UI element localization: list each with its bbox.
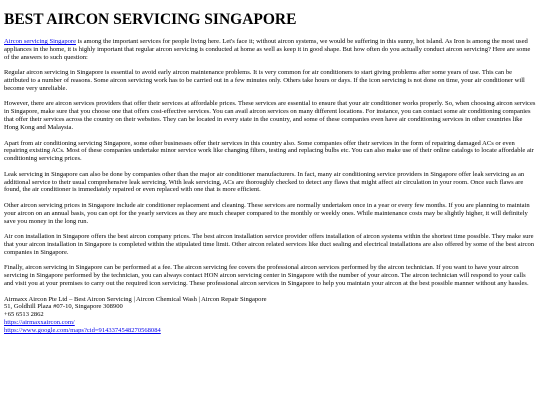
business-name: Airmaxx Aircon Pte Ltd – Best Aircon Servicing | Aircon Chemical Wash | Aircon Repair Singapore: [4, 295, 267, 303]
paragraph-intro: [4, 38, 536, 62]
google-maps-link[interactable]: https://www.google.com/maps?cid=9143374548270568084: [4, 326, 161, 334]
paragraph: Apart from air conditioning servicing Singapore, some other businesses offer their services in this country also. Some companies offer their services in the form of repairing damaged ACs or even repairing existing ACs. Most of these companies undertake minor service work like changing filters, testing and replacing bulbs etc. You can also make use of their online catalogs to locate affordable air conditioning servicing prices.: [4, 139, 534, 163]
page-title: BEST AIRCON SERVICING SINGAPORE: [4, 11, 297, 28]
paragraph: Regular aircon servicing in Singapore is essential to avoid early aircon maintenance problems. It is very common for air conditioners to start giving problems after some years of use. This can be attributed to a number of reasons. Some aircon servicing work has to be carried out in a few minutes only. Others take hours or days. If the icon servicing is not done on time, your air conditioner will become very unreliable.: [4, 69, 525, 92]
aircon-servicing-link[interactable]: Aircon servicing Singapore: [4, 38, 76, 45]
paragraph: Air con installation in Singapore offers the best aircon company prices. The best aircon installation service provider offers installation of aircon systems within the shortest time possible. They make sure that your aircon installation in Singapore is completed within the stipulated time limit. Other aircon related services like duct sealing and electrical installations are also offered by some of the best aircon companies in Singapore.: [4, 233, 535, 256]
paragraph: However, there are aircon services providers that offer their services at affordable prices. These services are essential to ensure that your air conditioner works properly. So, when choosing aircon services in Singapore, make sure that you choose one that offers cost-effective services. You can avail aircon services on many different locations. For instance, you can contact some air conditioning companies that offer their services across the country on their websites. They can be located in every state in the country, and some of these companies even have air conditioning services in other countries like Hong Kong and Malaysia.: [4, 100, 536, 131]
phone-number: +65 6513 2862: [4, 311, 44, 319]
paragraph-intro-text: is among the important services for people living here. Let's face it; without aircon systems, we would be suffering in this sunny, hot island. As Iron is among the most used appliances in the home, it is highly important that regular aircon servicing is conducted at home as well as keep it in good shape. But how often do you actually conduct aircon servicing? Here are some of the answers to such question:: [4, 38, 531, 61]
street-address: 51, Goldhill Plaza #07-10, Singapore 308900: [4, 303, 123, 311]
paragraph: Leak servicing in Singapore can also be done by companies other than the major air conditioner manufacturers. In fact, many air conditioning service providers in Singapore offer leak servicing as an additional service to their usual comprehensive leak servicing. With leak servicing, ACs are thoroughly checked to detect any flaws that might affect air circulation in your room. Once such flaws are found, the air conditioner is immediately repaired or even replaced with one that is more efficient.: [4, 170, 525, 194]
paragraph: Finally, aircon servicing in Singapore can be performed at a fee. The aircon servicing fee covers the professional aircon services performed by the aircon technician. If you want to have your aircon servicing in Singapore performed by the technician, you can always contact HON aircon servicing center in Singapore with the number of your aircon. The aircon technician will respond to your calls and visit you at your premises to carry out the required icon servicing. These professional aircon services in Singapore to help you maintain your aircon at the best possible manner without any hassles.: [4, 264, 529, 288]
paragraph: Other aircon servicing prices in Singapore include air conditioner replacement and cleaning. These services are normally undertaken once in a year or every few months. If you are planning to maintain your aircon on an annual basis, you can opt for the yearly services as they are much cheaper compared to the monthly or weekly ones. While maintenance costs may be slightly higher, it will definitely save you money in the long run.: [4, 201, 530, 225]
website-link[interactable]: https://airmaxxaircon.com/: [4, 319, 75, 327]
business-address: [4, 296, 536, 335]
